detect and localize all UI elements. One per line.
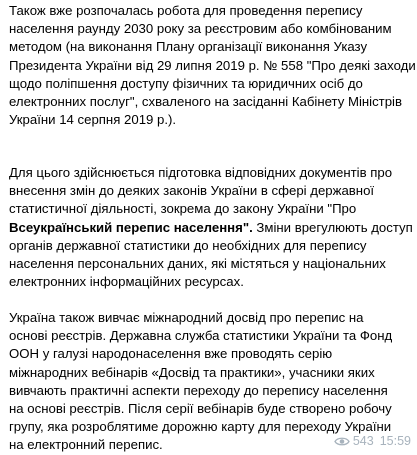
post-text-line: населення персональних даних, які містяться у національних [9, 256, 386, 272]
post-text-line: щодо поліпшення доступу фізичних та юридичних осіб до [9, 75, 363, 91]
post-text-line [9, 219, 413, 237]
post-meta [334, 433, 411, 449]
post-text-line: основі реєстрів. Державна служба статистики України та Фонд [9, 328, 393, 344]
law-name-bold: Всеукраїнський перепис населення". [9, 219, 253, 235]
post-text-line: на основі реєстрів. Після серії вебінарів буде створено робочу [9, 401, 392, 417]
post-paragraph-1 [9, 2, 416, 129]
post-text-line: України 14 серпня 2019 р.). [9, 112, 177, 128]
post-text-line: групу, яка розроблятиме дорожню карту для переходу України [9, 419, 392, 435]
post-text-line: населення раунду 2030 року за реєстровим або комбінованим [9, 21, 392, 37]
post-text-line: Для цього здійснюється підготовка відповідних документів про [9, 165, 393, 180]
post-text-line: вивчають практичні аспекти переходу до перепису населення [9, 382, 388, 398]
post-text-line: міжнародних вебінарів «Досвід та практики», учасники яких [9, 364, 375, 380]
post-text-line: електронних інформаційних ресурсах. [9, 274, 244, 290]
views-counter [334, 434, 374, 448]
post-text-line: Також вже розпочалась робота для проведення перепису [9, 3, 363, 18]
post-text-fragment: Зміни врегулюють доступ [252, 219, 413, 235]
post-text-line: Україна також вивчає міжнародний досвід про перепис на [9, 310, 364, 325]
post-text-line: методом (на виконання Плану організації виконання Указу [9, 39, 368, 55]
post-time: 15:59 [379, 434, 411, 448]
post-text-line: Президента України від 29 липня 2019 р. № 558 "Про деякі заходи [9, 57, 416, 73]
eye-icon [334, 436, 350, 447]
post-text-line: статистичної діяльності, зокрема до закону України "Про [9, 201, 357, 217]
post-text-line: на електронний перепис. [9, 437, 163, 453]
post-text-line: ООН у галузі народонаселення вже проводять серію [9, 346, 333, 362]
post-paragraph-2 [9, 164, 413, 291]
post-text-line: електронних послуг", схваленого на засіданні Кабінету Міністрів [9, 94, 402, 110]
post-text-line: органів державної статистики до необхідних для перепису [9, 237, 367, 253]
views-count: 543 [352, 434, 374, 448]
post-text-line: внесення змін до деяких законів України в сфері державної [9, 183, 375, 199]
